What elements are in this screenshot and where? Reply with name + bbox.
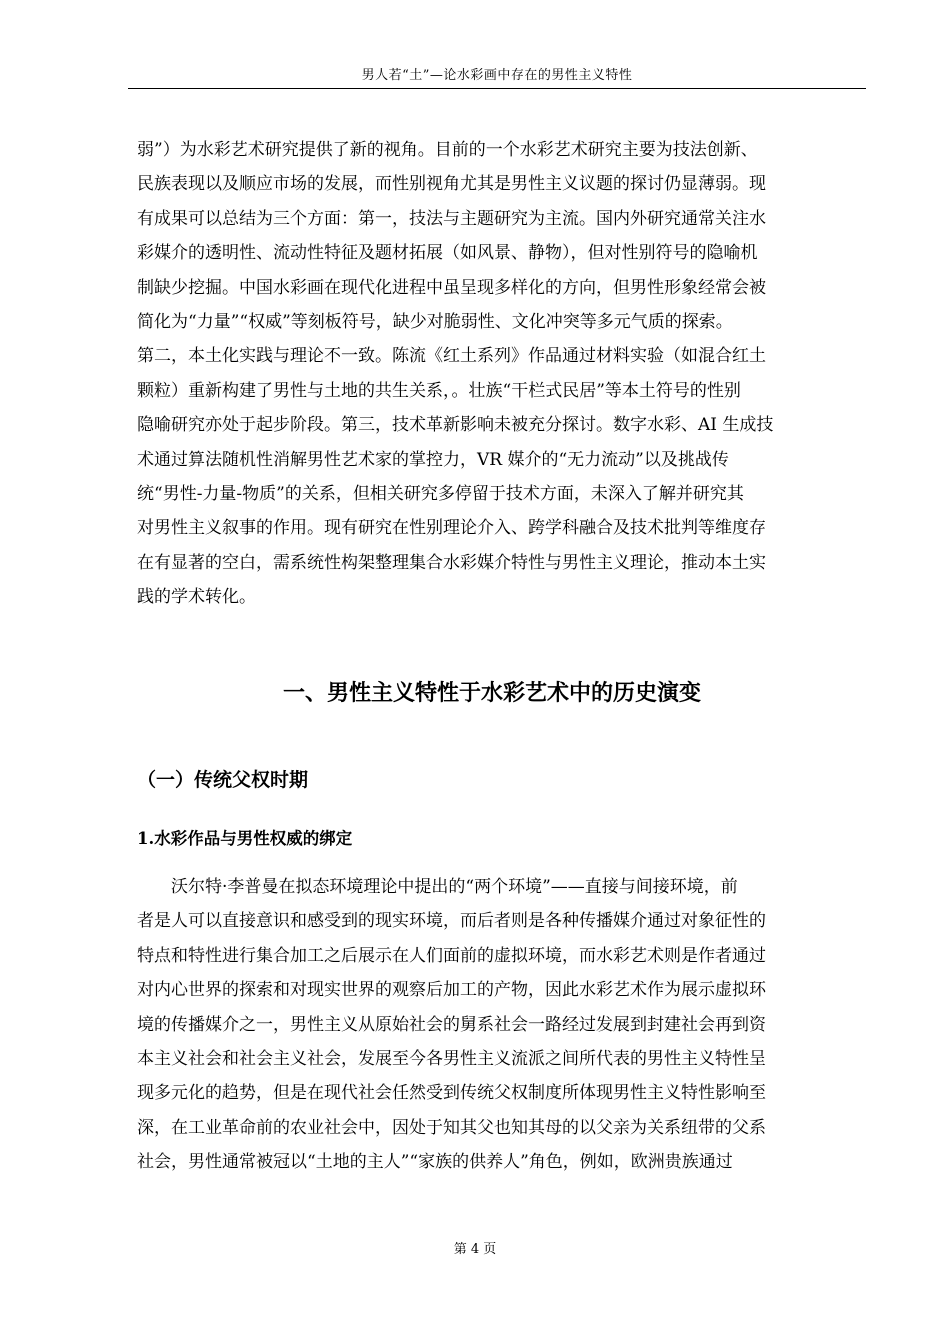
section-heading: 一、男性主义特性于水彩艺术中的历史演变 (282, 681, 701, 706)
paragraph-line: 现多元化的趋势，但是在现代社会任然受到传统父权制度所体现男性主义特性影响至 (137, 1083, 766, 1104)
intro-paragraph (137, 133, 847, 615)
paragraph-line: 有成果可以总结为三个方面：第一，技法与主题研究为主流。国内外研究通常关注水 (137, 208, 766, 229)
paragraph-line: 深，在工业革命前的农业社会中，因处于知其父也知其母的以父亲为关系纽带的父系 (137, 1117, 766, 1138)
paragraph-line: 彩媒介的透明性、流动性特征及题材拓展（如风景、静物），但对性别符号的隐喻机 (137, 243, 758, 264)
sub-subsection-heading: 1.水彩作品与男性权威的绑定 (137, 829, 353, 848)
running-header-title: 男人若“土”—论水彩画中存在的男性主义特性 (361, 68, 633, 83)
running-header (128, 66, 866, 89)
paragraph-line: 特点和特性进行集合加工之后展示在人们面前的虚拟环境，而水彩艺术则是作者通过 (137, 945, 766, 966)
page-number: 第 4 页 (453, 1242, 497, 1257)
paragraph-line: 第二，本土化实践与理论不一致。陈流《红土系列》作品通过材料实验（如混合红土 (137, 346, 766, 367)
paragraph-line: 隐喻研究亦处于起步阶段。第三，技术革新影响未被充分探讨。数字水彩、AI 生成技 (137, 415, 774, 436)
paragraph-line: 制缺少挖掘。中国水彩画在现代化进程中虽呈现多样化的方向，但男性形象经常会被 (137, 277, 766, 298)
paragraph-line: 简化为“力量”“权威”等刻板符号，缺少对脆弱性、文化冲突等多元气质的探索。 (137, 312, 733, 333)
body-paragraph (137, 870, 847, 1180)
paragraph-line: 本主义社会和社会主义社会，发展至今各男性主义流派之间所代表的男性主义特性呈 (137, 1049, 766, 1070)
paragraph-line: 在有显著的空白，需系统性构架整理集合水彩媒介特性与男性主义理论，推动本土实 (137, 552, 766, 573)
paragraph-line: 弱”）为水彩艺术研究提供了新的视角。目前的一个水彩艺术研究主要为技法创新、 (137, 140, 758, 160)
paragraph-line: 颗粒）重新构建了男性与土地的共生关系，。壮族“干栏式民居”等本土符号的性别 (137, 380, 741, 401)
subsection-heading: （一）传统父权时期 (137, 769, 309, 791)
paragraph-line: 对内心世界的探索和对现实世界的观察后加工的产物，因此水彩艺术作为展示虚拟环 (137, 980, 766, 1001)
paragraph-line: 对男性主义叙事的作用。现有研究在性别理论介入、跨学科融合及技术批判等维度存 (137, 518, 766, 539)
paragraph-line: 沃尔特·李普曼在拟态环境理论中提出的“两个环境”——直接与间接环境，前 (171, 877, 738, 897)
paragraph-line: 术通过算法随机性消解男性艺术家的掌控力，VR 媒介的“无力流动”以及挑战传 (137, 449, 729, 470)
paragraph-line: 践的学术转化。 (137, 587, 256, 608)
paragraph-line: 者是人可以直接意识和感受到的现实环境，而后者则是各种传播媒介通过对象征性的 (137, 911, 766, 932)
paragraph-line: 民族表现以及顺应市场的发展，而性别视角尤其是男性主义议题的探讨仍显薄弱。现 (137, 174, 766, 195)
paragraph-line: 统“男性-力量-物质”的关系，但相关研究多停留于技术方面，未深入了解并研究其 (137, 484, 744, 505)
paragraph-line: 社会，男性通常被冠以“土地的主人”“家族的供养人”角色，例如，欧洲贵族通过 (137, 1152, 733, 1173)
paragraph-line: 境的传播媒介之一，男性主义从原始社会的舅系社会一路经过发展到封建社会再到资 (137, 1014, 766, 1035)
